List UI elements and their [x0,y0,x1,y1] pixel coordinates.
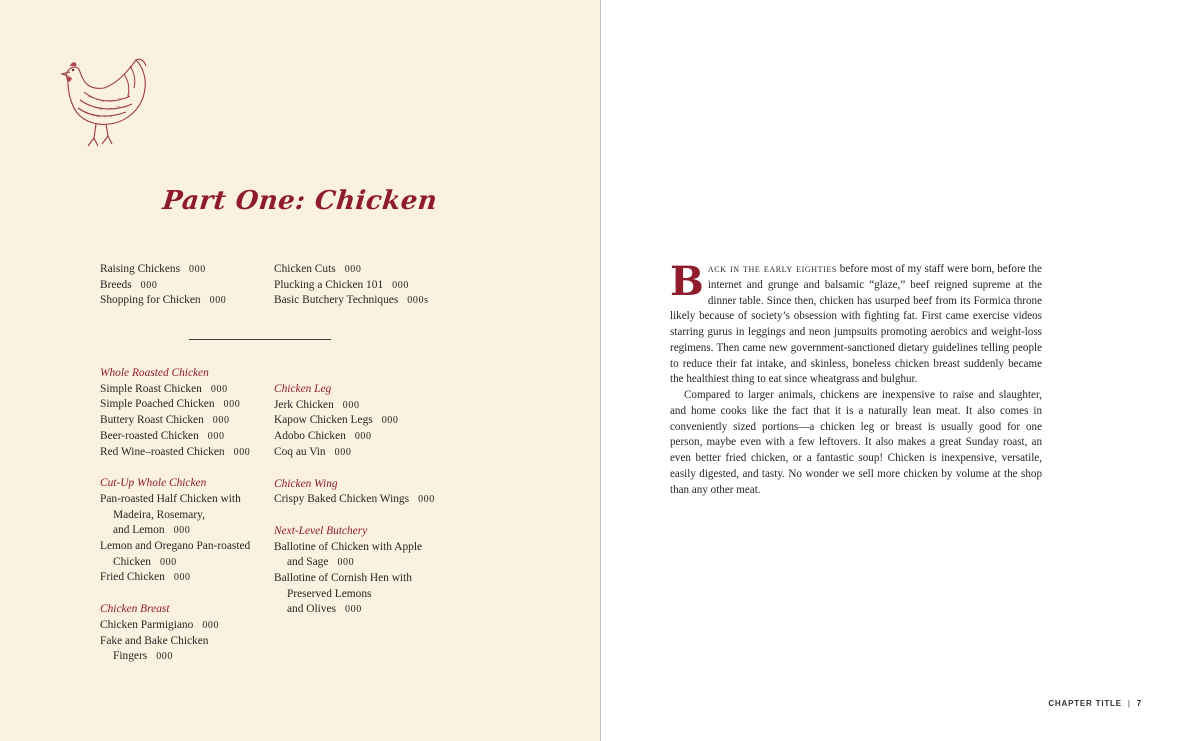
section-heading: Whole Roasted Chicken [100,367,209,379]
body-text [670,258,1042,498]
toc-page: 000 [209,295,227,307]
drop-cap: B [670,258,704,305]
toc-title-cont: Chicken [113,555,151,568]
toc-title-cont: Preserved Lemons [287,587,372,600]
toc-title-cont: and Olives [287,603,337,616]
toc-page: 000s [407,295,429,307]
toc-page: 000 [344,264,362,275]
toc-title: Lemon and Oregano Pan-roasted [100,540,251,553]
toc-page: 000 [392,279,409,291]
section-divider [189,339,331,340]
toc-entry[interactable] [274,445,435,461]
page-number: 7 [1136,699,1142,708]
toc-title-cont: and Lemon [113,524,165,537]
toc-page: 000 [156,651,173,663]
toc-entry[interactable] [100,539,250,570]
toc-title-cont: Madeira, Rosemary, [113,508,205,521]
paragraph-text: before most of my staff were born, before the internet and grunge and balsamic “glaze,” beef reigned supreme at the dinner table. Since then, chicken has usurped beef from its Formica throne likely because of society’s obsession with fighting fat. First came exercise videos starring gurus in leggings and neon jumpsuits promoting aerobics and weight-loss regimens. Then came new government-sanctioned dietary guidelines telling people to reduce their fat intake, and skinless, boneless chicken breast suddenly became the healthiest thing to eat since wheatgrass and bulghur. [670,263,1042,386]
toc-title: Beer-roasted Chicken [100,429,199,442]
section-heading: Next-Level Butchery [274,524,368,537]
toc-title: Breeds [100,278,132,291]
toc-title-cont: Fingers [113,650,148,663]
lead-in: ack in the early eighties [707,263,837,275]
toc-page: 000 [202,619,220,631]
toc-page: 000 [189,264,206,275]
toc-title: Shopping for Chicken [100,294,201,307]
toc-entry[interactable] [274,540,435,571]
toc-title-cont: and Sage [287,556,329,569]
toc-title: Fake and Bake Chicken [100,634,209,647]
toc-entry[interactable] [100,278,226,294]
section-heading: Chicken Breast [100,603,170,616]
toc-page: 000 [233,446,251,458]
toc-title: Chicken Cuts [274,263,336,275]
toc-entry[interactable] [274,278,429,294]
toc-entry[interactable] [100,413,250,429]
toc-entry[interactable] [100,262,226,278]
toc-title: Kapow Chicken Legs [274,414,373,427]
chicken-illustration [44,44,154,156]
toc-title: Jerk Chicken [274,398,334,411]
toc-page: 000 [223,399,241,411]
toc-entry[interactable] [274,398,435,414]
toc-column-right [274,382,435,618]
toc-page: 000 [140,279,158,291]
toc-title: Basic Butchery Techniques [274,294,399,307]
toc-entry[interactable] [100,293,226,309]
toc-title: Coq au Vin [274,445,326,458]
toc-title: Ballotine of Cornish Hen with [274,572,412,585]
toc-entry[interactable] [274,571,435,618]
toc-page: 000 [345,604,362,616]
toc-entry[interactable] [274,293,429,309]
toc-page: 000 [418,494,435,506]
toc-title: Adobo Chicken [274,430,346,443]
toc-title: Ballotine of Chicken with Apple [274,540,423,553]
intro-list-left [100,262,226,309]
section-heading: Chicken Leg [274,383,332,395]
toc-title: Buttery Roast Chicken [100,414,204,427]
toc-entry[interactable] [100,429,250,445]
footer-separator: | [1127,699,1131,708]
toc-title: Raising Chickens [100,263,181,275]
toc-page: 000 [207,430,225,442]
toc-page: 000 [210,383,228,395]
toc-entry[interactable] [274,413,435,429]
toc-title: Pan-roasted Half Chicken with [100,492,241,505]
toc-entry[interactable] [100,445,250,461]
toc-page: 000 [381,415,399,427]
toc-title: Chicken Parmigiano [100,618,194,631]
toc-entry[interactable] [274,429,435,445]
toc-page: 000 [173,525,191,537]
toc-entry[interactable] [100,618,250,634]
intro-list-right [274,262,429,309]
toc-page: 000 [334,446,352,458]
toc-page: 000 [342,399,360,411]
paragraph [670,258,1042,388]
toc-page: 000 [159,556,177,568]
section-heading: Chicken Wing [274,477,338,490]
toc-page: 000 [354,431,372,443]
toc-entry[interactable] [274,492,435,508]
part-title: Part One: Chicken [161,186,439,216]
section-heading: Cut-Up Whole Chicken [100,477,207,490]
toc-title: Simple Roast Chicken [100,382,202,395]
toc-entry[interactable] [100,634,250,665]
chapter-title-label: CHAPTER TITLE [1048,699,1122,708]
running-footer [1048,699,1142,708]
toc-title: Crispy Baked Chicken Wings [274,493,410,506]
toc-entry[interactable] [274,262,429,278]
toc-title: Simple Poached Chicken [100,398,215,411]
toc-entry[interactable] [100,397,250,413]
toc-page: 000 [212,415,230,427]
toc-title: Plucking a Chicken 101 [274,278,384,291]
toc-page: 000 [337,557,355,569]
paragraph: Compared to larger animals, chickens are inexpensive to raise and slaughter, and home cooks like the fact that it is a naturally lean meat. It also comes in conveniently sized portions—a chicken leg or breast is usually good for one person, maybe even with a few leftovers. It also makes a great Sunday roast, an even better fried chicken, or a fantastic soup! Chicken is inexpensive, versatile, easily digested, and tasty. No wonder we sell more chicken by volume at the shop than any other meat. [670,389,1042,496]
toc-title: Red Wine–roasted Chicken [100,445,225,458]
toc-entry[interactable] [100,382,250,398]
toc-column-left [100,366,250,665]
toc-entry[interactable] [100,570,250,586]
toc-title: Fried Chicken [100,571,165,584]
toc-page: 000 [173,572,191,584]
toc-entry[interactable] [100,492,250,539]
